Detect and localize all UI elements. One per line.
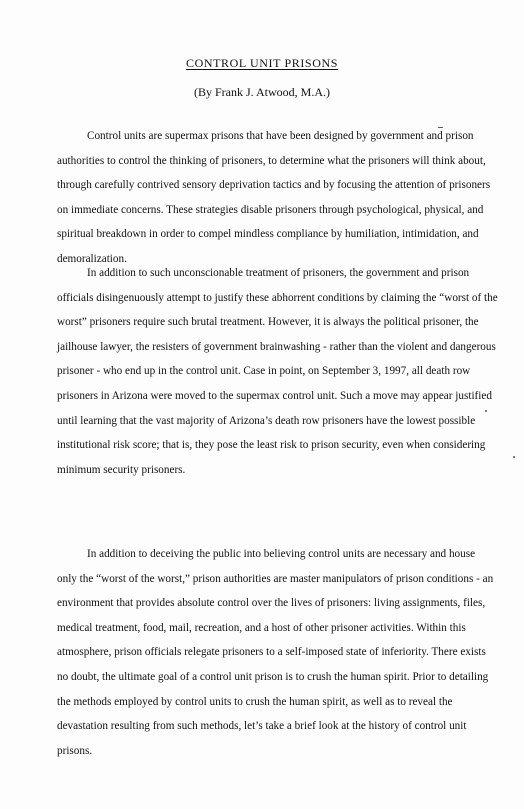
author-byline: (By Frank J. Atwood, M.A.)	[193, 85, 330, 99]
paragraph-line: institutional risk score; that is, they pose the least risk to prison security, even when considering	[57, 439, 486, 452]
paragraph-line: authorities to control the thinking of prisoners, to determine what the prisoners will think about,	[57, 154, 486, 167]
paragraph-line: the methods employed by control units to crush the human spirit, as well as to reveal the	[57, 695, 453, 708]
paragraph-2	[57, 261, 498, 482]
paragraph-line: atmosphere, prison officials relegate prisoners to a self-imposed state of inferiority. There exists	[57, 646, 486, 659]
paragraph-line: no doubt, the ultimate goal of a control unit prison is to crush the human spirit. Prior to detailing	[57, 670, 489, 683]
paragraph-line: jailhouse lawyer, the resisters of government brainwashing - rather than the violent and dangerous	[57, 340, 496, 353]
paragraph-line: on immediate concerns. These strategies disable prisoners through psychological, physical, and	[57, 203, 484, 216]
paragraph-line: minimum security prisoners.	[57, 463, 186, 476]
paragraph-1	[57, 124, 491, 272]
paragraph-line: Control units are supermax prisons that have been designed by government and prison	[87, 130, 474, 142]
paragraph-line: environment that provides absolute control over the lives of prisoners: living assignments, files,	[57, 597, 486, 610]
paragraph-line: prisoners in Arizona were moved to the supermax control unit. Such a move may appear justified	[57, 389, 492, 402]
paragraph-line: medical treatment, food, mail, recreation, and a host of other prisoner activities. Within this	[57, 621, 466, 634]
paragraph-line: through carefully contrived sensory deprivation tactics and by focusing the attention of prisoners	[57, 179, 491, 192]
paragraph-3	[57, 542, 494, 763]
paragraph-line: until learning that the vast majority of Arizona’s death row prisoners have the lowest possible	[57, 414, 476, 427]
paragraph-line: demoralization.	[57, 252, 127, 265]
paragraph-line: In addition to deceiving the public into believing control units are necessary and house	[87, 548, 476, 560]
scan-speck	[513, 456, 515, 458]
paragraph-line: only the “worst of the worst,” prison authorities are master manipulators of prison conditions - an	[57, 572, 494, 585]
scan-speck	[485, 410, 487, 412]
paragraph-line: devastation resulting from such methods, let’s take a brief look at the history of control unit	[57, 720, 467, 733]
paragraph-line: worst” prisoners require such brutal treatment. However, it is always the political prisoner, the	[57, 316, 479, 329]
paragraph-line: prisoner - who end up in the control unit. Case in point, on September 3, 1997, all death row	[57, 365, 471, 378]
paragraph-line: prisons.	[57, 744, 93, 757]
paragraph-line: officials disingenuously attempt to justify these abhorrent conditions by claiming the “worst of the	[57, 291, 498, 304]
paragraph-line: spiritual breakdown in order to compel mindless compliance by humiliation, intimidation, and	[57, 228, 479, 241]
paragraph-line: In addition to such unconscionable treatment of prisoners, the government and prison	[87, 267, 470, 279]
document-title: CONTROL UNIT PRISONS	[185, 56, 338, 70]
scan-speck	[438, 127, 443, 128]
